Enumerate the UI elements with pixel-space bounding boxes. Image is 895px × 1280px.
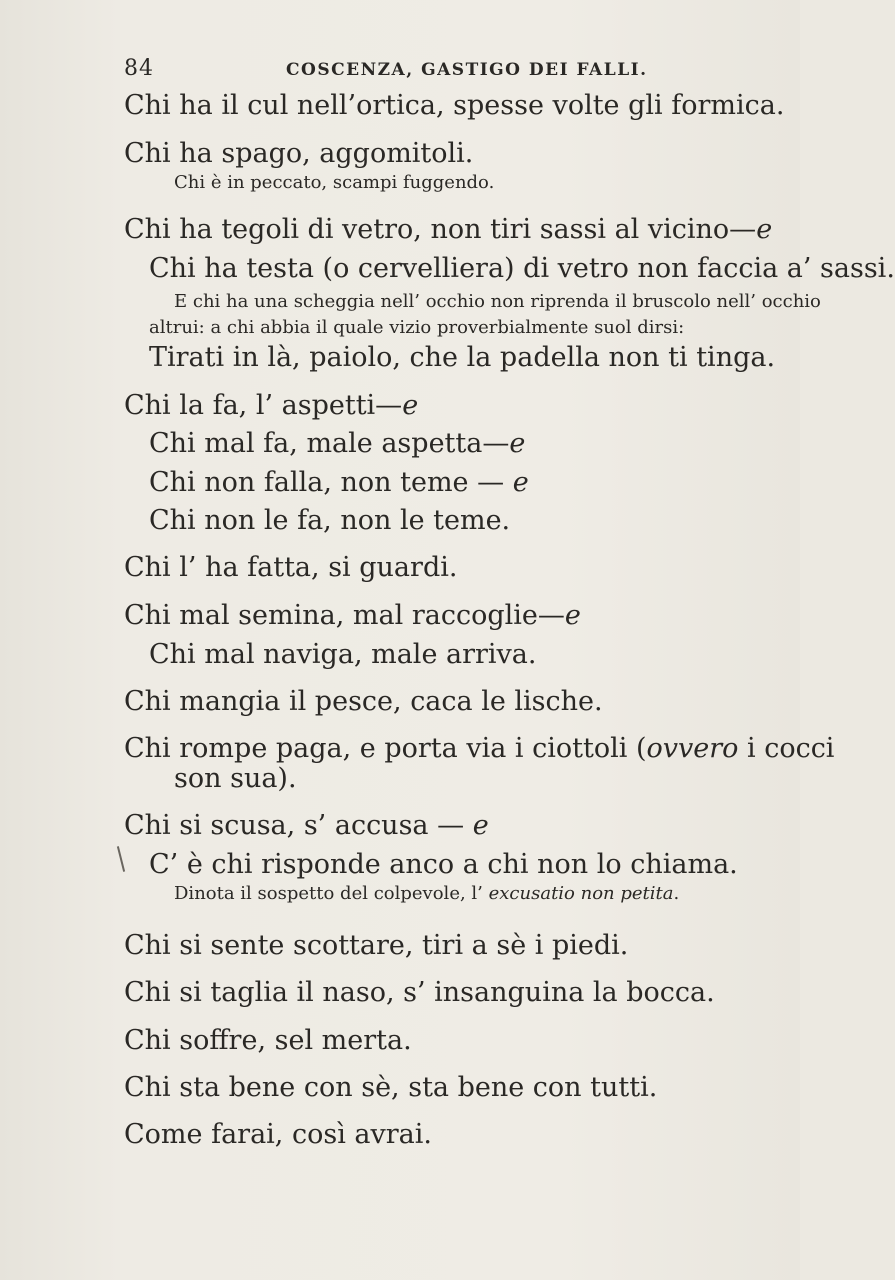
page-header (124, 56, 744, 86)
proverb-line: Chi ha tegoli di vetro, non tiri sassi al vicino—e (124, 214, 773, 245)
page-number: 84 (124, 56, 154, 81)
proverb-line: C’ è chi risponde anco a chi non lo chiama. (149, 849, 738, 880)
proverb-line: Tirati in là, paiolo, che la padella non ti tinga. (149, 342, 776, 373)
ink-mark (117, 846, 125, 872)
proverb-line: Chi ha spago, aggomitoli. (124, 138, 474, 169)
proverb-line: Chi si taglia il naso, s’ insanguina la bocca. (124, 977, 715, 1008)
proverb-line: son sua). (174, 763, 297, 794)
proverb-line: Chi mal semina, mal raccoglie—e (124, 600, 581, 631)
proverb-line: Chi non falla, non teme — e (149, 467, 529, 498)
proverb-line: Chi la fa, l’ aspetti—e (124, 390, 419, 421)
proverb-line: Chi mal naviga, male arriva. (149, 639, 537, 670)
proverb-line: Chi si scusa, s’ accusa — e (124, 810, 489, 841)
proverb-line: Chi non le fa, non le teme. (149, 505, 511, 536)
proverb-line: Chi mangia il pesce, caca le lische. (124, 686, 603, 717)
proverb-line: Chi ha il cul nell’ortica, spesse volte gli formica. (124, 90, 785, 121)
proverb-line: Chi rompe paga, e porta via i ciottoli (ovvero i cocci (124, 733, 835, 764)
commentary-line: Chi è in peccato, scampi fuggendo. (174, 172, 495, 193)
proverb-line: Come farai, così avrai. (124, 1119, 432, 1150)
proverb-line: Chi l’ ha fatta, si guardi. (124, 552, 458, 583)
proverb-line: Chi soffre, sel merta. (124, 1025, 412, 1056)
commentary-line: Dinota il sospetto del colpevole, l’ excusatio non petita. (174, 883, 680, 904)
running-head: COSCENZA, GASTIGO DEI FALLI. (286, 60, 648, 80)
commentary-line: altrui: a chi abbia il quale vizio proverbialmente suol dirsi: (149, 317, 685, 338)
proverb-line: Chi sta bene con sè, sta bene con tutti. (124, 1072, 658, 1103)
commentary-line: E chi ha una scheggia nell’ occhio non riprenda il bruscolo nell’ occhio (174, 291, 821, 312)
proverb-line: Chi si sente scottare, tiri a sè i piedi. (124, 930, 629, 961)
proverb-line: Chi ha testa (o cervelliera) di vetro non faccia a’ sassi. (149, 253, 895, 284)
proverb-line: Chi mal fa, male aspetta—e (149, 428, 526, 459)
